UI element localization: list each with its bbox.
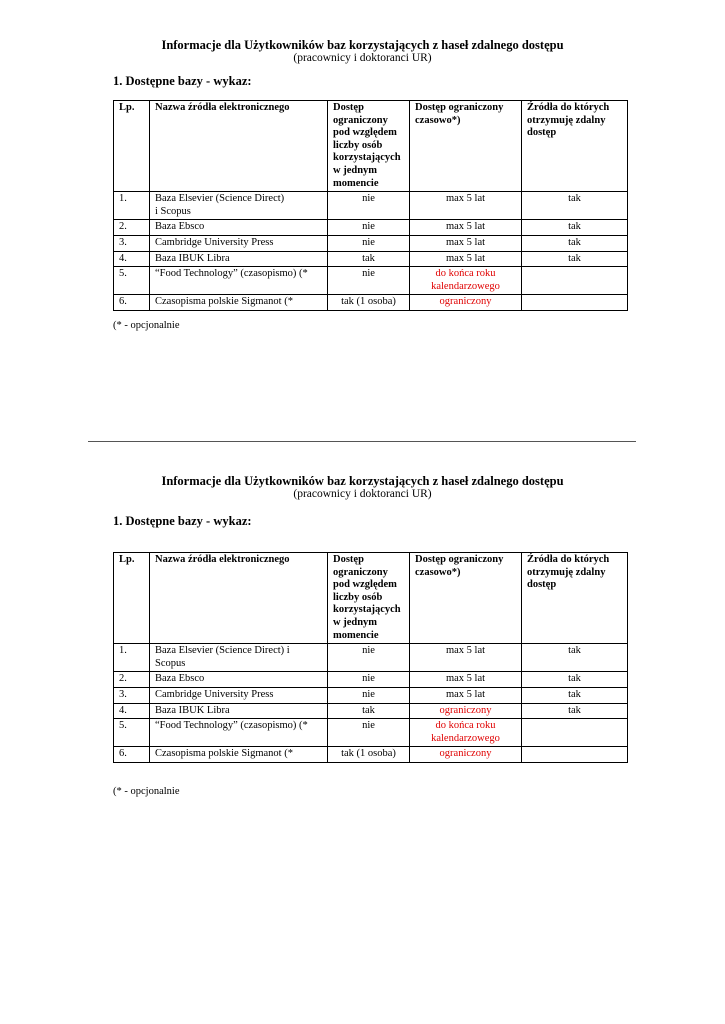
databases-table	[113, 100, 628, 311]
cell-time: max 5 lat	[410, 220, 522, 236]
doc-title: Informacje dla Użytkowników baz korzystających z haseł zdalnego dostępu	[161, 38, 564, 52]
cell-name-line1: Baza Elsevier (Science Direct)	[155, 193, 285, 205]
table-row	[114, 192, 628, 220]
cell-remote: tak	[522, 220, 628, 236]
cell-users: nie	[328, 687, 410, 703]
table-row	[114, 220, 628, 236]
cell-users: nie	[328, 672, 410, 688]
cell-lp: 1.	[114, 644, 150, 672]
doc-subtitle: (pracownicy i doktoranci UR)	[293, 488, 432, 500]
cell-lp: 2.	[114, 220, 150, 236]
header-name: Nazwa źródła elektronicznego	[150, 553, 328, 644]
cell-time: max 5 lat	[410, 644, 522, 672]
doc-subtitle: (pracownicy i doktoranci UR)	[293, 52, 432, 64]
cell-lp: 3.	[114, 687, 150, 703]
cell-time: ograniczony	[410, 747, 522, 763]
cell-users: tak (1 osoba)	[328, 747, 410, 763]
cell-remote	[522, 295, 628, 311]
table-row	[114, 267, 628, 295]
cell-remote: tak	[522, 687, 628, 703]
cell-remote: tak	[522, 235, 628, 251]
header-remote-access: Źródła do których otrzymuję zdalny dostęp	[522, 553, 628, 644]
cell-remote: tak	[522, 644, 628, 672]
header-time-limit: Dostęp ograniczony czasowo*)	[410, 101, 522, 192]
cell-name: Baza Elsevier (Science Direct) i Scopus	[150, 644, 328, 672]
table-row	[114, 251, 628, 267]
table-row	[114, 719, 628, 747]
cell-remote: tak	[522, 192, 628, 220]
header-users-limit: Dostęp ograniczony pod względem liczby osób korzystających w jednym momencie	[328, 101, 410, 192]
databases-table	[113, 552, 628, 763]
table-row	[114, 295, 628, 311]
cell-name: Cambridge University Press	[150, 687, 328, 703]
cell-name: Baza Ebsco	[150, 220, 328, 236]
cell-remote	[522, 267, 628, 295]
cell-lp: 5.	[114, 267, 150, 295]
cell-remote	[522, 719, 628, 747]
cell-users: tak (1 osoba)	[328, 295, 410, 311]
table-row	[114, 672, 628, 688]
table-header-row	[114, 101, 628, 192]
table-row	[114, 703, 628, 719]
footnote: (* - opcjonalnie	[113, 320, 180, 331]
cell-lp: 3.	[114, 235, 150, 251]
cell-lp: 4.	[114, 703, 150, 719]
cell-name: Cambridge University Press	[150, 235, 328, 251]
cell-lp: 4.	[114, 251, 150, 267]
cell-users: tak	[328, 703, 410, 719]
info-section-1	[0, 38, 725, 64]
cell-time: max 5 lat	[410, 251, 522, 267]
header-time-limit: Dostęp ograniczony czasowo*)	[410, 553, 522, 644]
cell-users: nie	[328, 267, 410, 295]
cell-time: ograniczony	[410, 703, 522, 719]
cell-name: Baza IBUK Libra	[150, 703, 328, 719]
cell-remote: tak	[522, 703, 628, 719]
cell-time: max 5 lat	[410, 235, 522, 251]
cell-remote: tak	[522, 672, 628, 688]
table-row	[114, 235, 628, 251]
cell-time: do końca roku kalendarzowego	[410, 267, 522, 295]
cell-lp: 1.	[114, 192, 150, 220]
cell-lp: 6.	[114, 747, 150, 763]
header-lp: Lp.	[114, 101, 150, 192]
cell-time: do końca roku kalendarzowego	[410, 719, 522, 747]
cell-name: Baza IBUK Libra	[150, 251, 328, 267]
list-heading: 1. Dostępne bazy - wykaz:	[113, 74, 252, 88]
table-row	[114, 747, 628, 763]
section-divider	[88, 441, 636, 442]
cell-time: ograniczony	[410, 295, 522, 311]
cell-name: Czasopisma polskie Sigmanot (*	[150, 747, 328, 763]
cell-users: nie	[328, 719, 410, 747]
list-heading: 1. Dostępne bazy - wykaz:	[113, 514, 252, 528]
cell-lp: 2.	[114, 672, 150, 688]
table-header-row	[114, 553, 628, 644]
header-users-limit: Dostęp ograniczony pod względem liczby osób korzystających w jednym momencie	[328, 553, 410, 644]
doc-title: Informacje dla Użytkowników baz korzystających z haseł zdalnego dostępu	[161, 474, 564, 488]
table-row	[114, 644, 628, 672]
footnote: (* - opcjonalnie	[113, 786, 180, 797]
header-name: Nazwa źródła elektronicznego	[150, 101, 328, 192]
cell-name: “Food Technology” (czasopismo) (*	[150, 267, 328, 295]
cell-name	[150, 192, 328, 220]
cell-users: nie	[328, 192, 410, 220]
cell-time: max 5 lat	[410, 672, 522, 688]
cell-lp: 5.	[114, 719, 150, 747]
cell-users: nie	[328, 220, 410, 236]
cell-users: tak	[328, 251, 410, 267]
info-section-2	[0, 474, 725, 500]
cell-users: nie	[328, 644, 410, 672]
cell-remote	[522, 747, 628, 763]
cell-lp: 6.	[114, 295, 150, 311]
cell-time: max 5 lat	[410, 687, 522, 703]
cell-name: “Food Technology” (czasopismo) (*	[150, 719, 328, 747]
header-remote-access: Źródła do których otrzymuję zdalny dostęp	[522, 101, 628, 192]
cell-name: Baza Ebsco	[150, 672, 328, 688]
cell-name-line2: i Scopus	[155, 205, 191, 217]
header-lp: Lp.	[114, 553, 150, 644]
cell-time: max 5 lat	[410, 192, 522, 220]
cell-remote: tak	[522, 251, 628, 267]
cell-name: Czasopisma polskie Sigmanot (*	[150, 295, 328, 311]
cell-users: nie	[328, 235, 410, 251]
table-row	[114, 687, 628, 703]
